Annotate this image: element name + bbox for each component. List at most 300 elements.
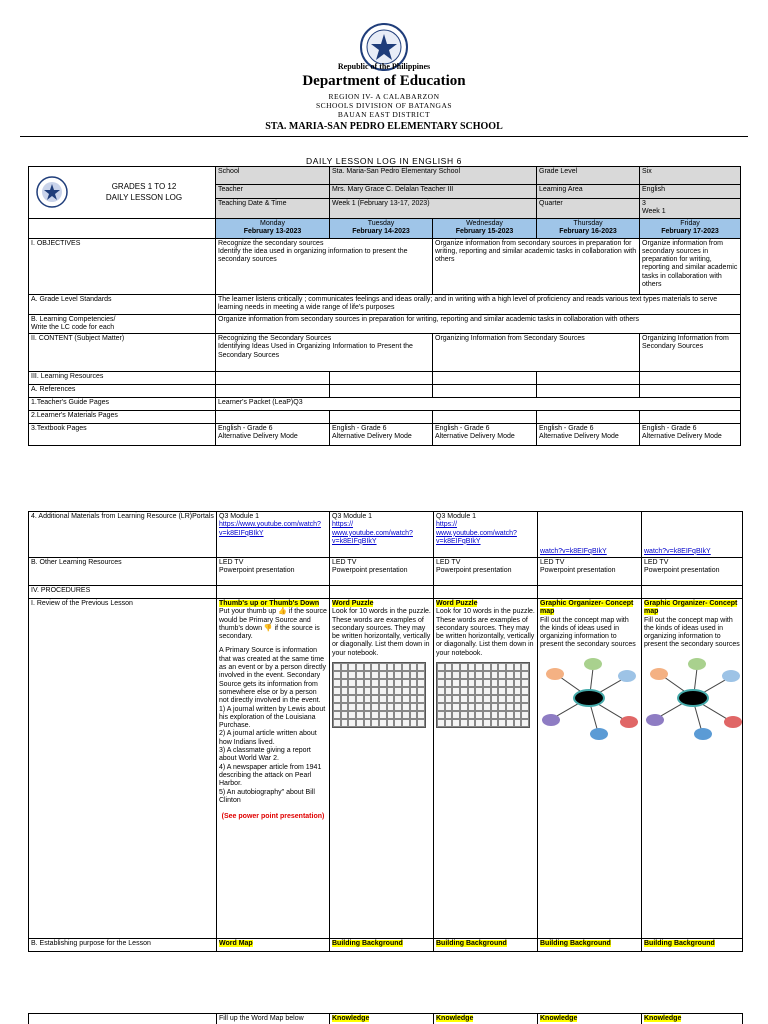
school-name: STA. MARIA-SAN PEDRO ELEMENTARY SCHOOL xyxy=(265,121,503,132)
puzzle-cell xyxy=(514,671,522,679)
puzzle-cell xyxy=(437,711,445,719)
puzzle-cell xyxy=(445,663,453,671)
puzzle-cell xyxy=(341,719,349,727)
puzzle-cell xyxy=(333,679,341,687)
puzzle-cell xyxy=(417,695,425,703)
puzzle-cell xyxy=(371,711,379,719)
puzzle-cell xyxy=(341,679,349,687)
puzzle-cell xyxy=(506,679,514,687)
puzzle-cell xyxy=(417,671,425,679)
puzzle-cell xyxy=(521,671,529,679)
puzzle-cell xyxy=(521,687,529,695)
purpose-mon: Word Map xyxy=(219,940,253,947)
puzzle-cell xyxy=(460,679,468,687)
puzzle-cell xyxy=(468,671,476,679)
review-thu-title: Graphic Organizer- Concept map xyxy=(540,600,634,616)
puzzle-cell xyxy=(452,695,460,703)
puzzle-cell xyxy=(410,679,418,687)
next-wed: Knowledge xyxy=(436,1015,474,1022)
puzzle-cell xyxy=(491,679,499,687)
textbook-label: 3.Textbook Pages xyxy=(29,424,216,446)
objectives-mon-tue: Recognize the secondary sources Identify the idea used in organizing information to present the secondary sources xyxy=(216,238,433,294)
puzzle-cell xyxy=(417,703,425,711)
department-title: Department of Education xyxy=(302,73,466,89)
puzzle-cell xyxy=(506,687,514,695)
puzzle-cell xyxy=(460,671,468,679)
puzzle-cell xyxy=(498,663,506,671)
puzzle-cell xyxy=(437,687,445,695)
puzzle-cell xyxy=(410,711,418,719)
review-mon-note: (See power point presentation) xyxy=(221,813,325,821)
puzzle-cell xyxy=(402,663,410,671)
teachers-guide-value: Learner's Packet (LeaP)Q3 xyxy=(216,398,741,411)
puzzle-cell xyxy=(475,719,483,727)
puzzle-cell xyxy=(514,719,522,727)
puzzle-cell xyxy=(387,671,395,679)
puzzle-cell xyxy=(452,671,460,679)
purpose-fri: Building Background xyxy=(644,940,715,947)
puzzle-cell xyxy=(498,695,506,703)
puzzle-cell xyxy=(468,679,476,687)
puzzle-cell xyxy=(356,663,364,671)
puzzle-cell xyxy=(333,687,341,695)
puzzle-cell xyxy=(437,671,445,679)
puzzle-cell xyxy=(483,703,491,711)
puzzle-cell xyxy=(356,671,364,679)
puzzle-cell xyxy=(379,663,387,671)
puzzle-cell xyxy=(445,687,453,695)
puzzle-cell xyxy=(387,719,395,727)
review-fri-text: Fill out the concept map with the kinds of ideas used in organizing information to present the secondary sources xyxy=(644,616,740,649)
objectives-wed-thu: Organize information from secondary sources in preparation for writing, reporting and similar academic tasks in collaboration with others xyxy=(433,238,640,294)
standards-label: A. Grade Level Standards xyxy=(29,294,216,314)
next-mon: Fill up the Word Map below xyxy=(217,1014,330,1024)
puzzle-cell xyxy=(371,719,379,727)
puzzle-cell xyxy=(468,711,476,719)
puzzle-cell xyxy=(417,719,425,727)
puzzle-cell xyxy=(387,703,395,711)
puzzle-cell xyxy=(475,687,483,695)
additional-mon: Q3 Module 1 https://www.youtube.com/watch?v=k8EIFqBIkY xyxy=(217,512,330,558)
puzzle-cell xyxy=(445,719,453,727)
puzzle-cell xyxy=(475,711,483,719)
puzzle-cell xyxy=(387,679,395,687)
puzzle-cell xyxy=(460,719,468,727)
textbook-mon: English - Grade 6 Alternative Delivery Mode xyxy=(216,424,330,446)
puzzle-cell xyxy=(506,711,514,719)
puzzle-cell xyxy=(514,663,522,671)
teacher-value: Mrs. Mary Grace C. Delalan Teacher III xyxy=(330,185,537,199)
puzzle-cell xyxy=(387,687,395,695)
other-resources-label: B. Other Learning Resources xyxy=(29,558,217,586)
puzzle-cell xyxy=(402,703,410,711)
day-header-tuesday: Tuesday February 14-2023 xyxy=(330,218,433,238)
puzzle-cell xyxy=(491,719,499,727)
puzzle-cell xyxy=(402,695,410,703)
puzzle-cell xyxy=(506,695,514,703)
puzzle-cell xyxy=(379,719,387,727)
review-mon xyxy=(217,599,330,939)
purpose-label: B. Establishing purpose for the Lesson xyxy=(29,939,217,952)
concept-map-thu xyxy=(540,658,638,738)
puzzle-cell xyxy=(437,679,445,687)
puzzle-cell xyxy=(498,679,506,687)
additional-fri xyxy=(642,512,743,558)
puzzle-cell xyxy=(410,703,418,711)
puzzle-cell xyxy=(521,679,529,687)
puzzle-cell xyxy=(364,703,372,711)
puzzle-cell xyxy=(371,663,379,671)
puzzle-cell xyxy=(498,687,506,695)
daily-lesson-log-label: DAILY LESSON LOG xyxy=(105,193,183,203)
content-wed-thu: Organizing Information from Secondary Sources xyxy=(433,334,640,372)
puzzle-cell xyxy=(348,679,356,687)
other-wed: LED TV Powerpoint presentation xyxy=(434,558,538,586)
puzzle-cell xyxy=(468,663,476,671)
puzzle-cell xyxy=(468,687,476,695)
puzzle-cell xyxy=(379,671,387,679)
puzzle-cell xyxy=(491,703,499,711)
puzzle-cell xyxy=(475,671,483,679)
next-fri: Knowledge xyxy=(644,1015,682,1022)
other-fri: LED TV Powerpoint presentation xyxy=(642,558,743,586)
review-tue-title: Word Puzzle xyxy=(332,600,374,607)
puzzle-cell xyxy=(491,695,499,703)
puzzle-cell xyxy=(475,703,483,711)
purpose-tue: Building Background xyxy=(332,940,403,947)
review-mon-body: A Primary Source is information that was created at the same time as an event or by a person directly involved in the event. Secondary Source gets its information from somewhere else or by a person not directly involved in the event. 1) A journal written by Lewis about his exploration of the Louisiana Purchase. 2) A journal article written about how Indians lived. 3) A classmate giving a report about World War 2. 4) A newspaper article from 1941 describing the attack on Pearl Harbor. 5) An autobiography" about Bill Clinton xyxy=(219,647,327,804)
concept-map-node xyxy=(650,668,668,680)
puzzle-cell xyxy=(452,687,460,695)
puzzle-cell xyxy=(437,719,445,727)
procedures-label: IV. PROCEDURES xyxy=(29,586,217,599)
puzzle-cell xyxy=(410,687,418,695)
puzzle-cell xyxy=(379,703,387,711)
puzzle-cell xyxy=(402,711,410,719)
puzzle-cell xyxy=(410,719,418,727)
concept-map-node xyxy=(590,728,608,740)
other-mon: LED TV Powerpoint presentation xyxy=(217,558,330,586)
header-logo-cell xyxy=(29,167,216,219)
deped-logo-icon xyxy=(35,175,69,209)
puzzle-cell xyxy=(394,703,402,711)
puzzle-cell xyxy=(483,679,491,687)
puzzle-cell xyxy=(364,663,372,671)
references-label: A. References xyxy=(29,385,216,398)
puzzle-cell xyxy=(356,695,364,703)
dll-title: DAILY LESSON LOG IN ENGLISH 6 xyxy=(306,156,462,166)
youtube-link-mon[interactable]: https://www.youtube.com/watch?v=k8EIFqBIkY xyxy=(219,521,321,537)
puzzle-cell xyxy=(468,719,476,727)
puzzle-cell xyxy=(491,687,499,695)
puzzle-cell xyxy=(514,703,522,711)
puzzle-cell xyxy=(452,663,460,671)
concept-map-node xyxy=(546,668,564,680)
puzzle-cell xyxy=(491,711,499,719)
lesson-log-table-bottom xyxy=(28,1013,743,1024)
region-line: REGION IV- A CALABARZON xyxy=(328,92,440,101)
puzzle-cell xyxy=(356,711,364,719)
textbook-thu: English - Grade 6 Alternative Delivery Mode xyxy=(537,424,640,446)
puzzle-cell xyxy=(445,703,453,711)
competencies-value: Organize information from secondary sources in preparation for writing, reporting and similar academic tasks in collaboration with others xyxy=(216,314,741,334)
puzzle-cell xyxy=(394,679,402,687)
puzzle-cell xyxy=(341,695,349,703)
puzzle-cell xyxy=(356,703,364,711)
puzzle-cell xyxy=(402,679,410,687)
puzzle-cell xyxy=(498,671,506,679)
puzzle-cell xyxy=(460,663,468,671)
other-thu: LED TV Powerpoint presentation xyxy=(538,558,642,586)
puzzle-cell xyxy=(483,719,491,727)
puzzle-cell xyxy=(437,695,445,703)
standards-value: The learner listens critically ; communicates feelings and ideas orally; and in writing with a high level of proficiency and reads various text types materials to serve learning needs in meeting a wide range of life's purposes xyxy=(216,294,741,314)
puzzle-cell xyxy=(437,703,445,711)
day-header-thursday: Thursday February 16-2023 xyxy=(537,218,640,238)
day-header-blank xyxy=(29,218,216,238)
puzzle-cell xyxy=(379,711,387,719)
puzzle-cell xyxy=(348,719,356,727)
puzzle-cell xyxy=(521,703,529,711)
puzzle-cell xyxy=(348,695,356,703)
grade-level-label: Grade Level xyxy=(537,167,640,185)
review-label: I. Review of the Previous Lesson xyxy=(29,599,217,939)
puzzle-cell xyxy=(364,719,372,727)
puzzle-cell xyxy=(506,703,514,711)
puzzle-cell xyxy=(371,679,379,687)
puzzle-cell xyxy=(348,687,356,695)
content-mon-tue: Recognizing the Secondary Sources Identifying Ideas Used in Organizing Information to Present the Secondary Sources xyxy=(216,334,433,372)
puzzle-cell xyxy=(394,695,402,703)
puzzle-cell xyxy=(417,711,425,719)
concept-map-node xyxy=(722,670,740,682)
puzzle-cell xyxy=(445,671,453,679)
word-puzzle-grid-wed xyxy=(436,662,530,728)
puzzle-cell xyxy=(483,687,491,695)
concept-map-node xyxy=(646,714,664,726)
puzzle-cell xyxy=(468,703,476,711)
puzzle-cell xyxy=(364,687,372,695)
puzzle-cell xyxy=(348,703,356,711)
textbook-fri: English - Grade 6 Alternative Delivery Mode xyxy=(640,424,741,446)
teaching-date-label: Teaching Date & Time xyxy=(216,199,330,219)
grades-label: GRADES 1 TO 12 xyxy=(111,182,177,192)
puzzle-cell xyxy=(452,711,460,719)
teachers-guide-label: 1.Teacher's Guide Pages xyxy=(29,398,216,411)
puzzle-cell xyxy=(483,695,491,703)
competencies-label: B. Learning Competencies/ Write the LC code for each xyxy=(29,314,216,334)
purpose-wed: Building Background xyxy=(436,940,507,947)
grade-level-value: Six xyxy=(640,167,741,185)
learning-resources-label: III. Learning Resources xyxy=(29,372,216,385)
puzzle-cell xyxy=(394,671,402,679)
puzzle-cell xyxy=(333,703,341,711)
puzzle-cell xyxy=(445,711,453,719)
concept-map-node xyxy=(584,658,602,670)
textbook-tue: English - Grade 6 Alternative Delivery Mode xyxy=(330,424,433,446)
puzzle-cell xyxy=(483,663,491,671)
puzzle-cell xyxy=(410,695,418,703)
youtube-link-thu[interactable]: watch?v=k8EIFqBIkY xyxy=(540,547,607,555)
puzzle-cell xyxy=(498,711,506,719)
teaching-date-value: Week 1 (February 13-17, 2023) xyxy=(330,199,537,219)
puzzle-cell xyxy=(506,671,514,679)
teacher-label: Teacher xyxy=(216,185,330,199)
puzzle-cell xyxy=(483,711,491,719)
puzzle-cell xyxy=(460,703,468,711)
puzzle-cell xyxy=(475,695,483,703)
review-mon-title: Thumb's up or Thumb's Down xyxy=(219,600,320,607)
puzzle-cell xyxy=(514,679,522,687)
learning-area-value: English xyxy=(640,185,741,199)
puzzle-cell xyxy=(394,719,402,727)
puzzle-cell xyxy=(348,671,356,679)
header-divider xyxy=(20,136,748,137)
puzzle-cell xyxy=(506,663,514,671)
puzzle-cell xyxy=(371,671,379,679)
puzzle-cell xyxy=(371,687,379,695)
day-header-monday: Monday February 13-2023 xyxy=(216,218,330,238)
puzzle-cell xyxy=(379,679,387,687)
concept-map-node xyxy=(618,670,636,682)
learning-area-label: Learning Area xyxy=(537,185,640,199)
youtube-link-tue[interactable]: https:// www.youtube.com/watch?v=k8EIFqBIkY xyxy=(332,521,413,545)
concept-map-center-node xyxy=(573,689,605,707)
puzzle-cell xyxy=(387,711,395,719)
puzzle-cell xyxy=(333,719,341,727)
puzzle-cell xyxy=(417,679,425,687)
puzzle-cell xyxy=(394,663,402,671)
puzzle-cell xyxy=(341,687,349,695)
puzzle-cell xyxy=(341,671,349,679)
puzzle-cell xyxy=(460,687,468,695)
puzzle-cell xyxy=(506,719,514,727)
puzzle-cell xyxy=(394,711,402,719)
puzzle-cell xyxy=(498,719,506,727)
puzzle-cell xyxy=(387,695,395,703)
concept-map-node xyxy=(688,658,706,670)
puzzle-cell xyxy=(498,703,506,711)
concept-map-center-node xyxy=(677,689,709,707)
school-label: School xyxy=(216,167,330,185)
review-wed-text: Look for 10 words in the puzzle. These words are examples of secondary sources. They may be written horizontally, vertically or diagonally. List them down in your notebook. xyxy=(436,608,535,657)
puzzle-cell xyxy=(402,687,410,695)
district-line: BAUAN EAST DISTRICT xyxy=(337,110,431,119)
puzzle-cell xyxy=(460,695,468,703)
puzzle-cell xyxy=(445,679,453,687)
review-tue-text: Look for 10 words in the puzzle. These words are examples of secondary sources. They may be written horizontally, vertically or diagonally. List them down in your notebook. xyxy=(332,608,431,657)
puzzle-cell xyxy=(348,711,356,719)
textbook-wed: English - Grade 6 Alternative Delivery Mode xyxy=(433,424,537,446)
quarter-label: Quarter xyxy=(537,199,640,219)
puzzle-cell xyxy=(394,687,402,695)
school-value: Sta. Maria-San Pedro Elementary School xyxy=(330,167,537,185)
puzzle-cell xyxy=(333,663,341,671)
review-tue xyxy=(330,599,434,939)
puzzle-cell xyxy=(410,663,418,671)
next-thu: Knowledge xyxy=(540,1015,578,1022)
puzzle-cell xyxy=(341,711,349,719)
puzzle-cell xyxy=(468,695,476,703)
youtube-link-fri[interactable]: watch?v=k8EIFqBIkY xyxy=(644,547,711,555)
puzzle-cell xyxy=(364,679,372,687)
review-thu-text: Fill out the concept map with the kinds of ideas used in organizing information to present the secondary sources xyxy=(540,616,636,649)
youtube-link-wed[interactable]: https:// www.youtube.com/watch?v=k8EIFqBIkY xyxy=(436,521,517,545)
puzzle-cell xyxy=(452,719,460,727)
puzzle-cell xyxy=(521,719,529,727)
puzzle-cell xyxy=(437,663,445,671)
puzzle-cell xyxy=(402,671,410,679)
concept-map-node xyxy=(620,716,638,728)
puzzle-cell xyxy=(356,687,364,695)
objectives-label: I. OBJECTIVES xyxy=(29,238,216,294)
concept-map-node xyxy=(724,716,742,728)
puzzle-cell xyxy=(452,679,460,687)
puzzle-cell xyxy=(445,695,453,703)
puzzle-cell xyxy=(491,671,499,679)
quarter-value: 3 Week 1 xyxy=(640,199,741,219)
additional-tue: Q3 Module 1 https:// www.youtube.com/watch?v=k8EIFqBIkY xyxy=(330,512,434,558)
puzzle-cell xyxy=(491,663,499,671)
puzzle-cell xyxy=(371,695,379,703)
additional-materials-label: 4. Additional Materials from Learning Resource (LR)Portals xyxy=(29,512,217,558)
puzzle-cell xyxy=(348,663,356,671)
puzzle-cell xyxy=(410,671,418,679)
puzzle-cell xyxy=(356,719,364,727)
other-tue: LED TV Powerpoint presentation xyxy=(330,558,434,586)
review-fri xyxy=(642,599,743,939)
objectives-fri: Organize information from secondary sources in preparation for writing, reporting and similar academic tasks in collaboration with others xyxy=(640,238,741,294)
puzzle-cell xyxy=(402,719,410,727)
puzzle-cell xyxy=(452,703,460,711)
puzzle-cell xyxy=(333,695,341,703)
lesson-log-table-top xyxy=(28,166,741,446)
content-fri: Organizing Information from Secondary Sources xyxy=(640,334,741,372)
puzzle-cell xyxy=(333,671,341,679)
day-header-wednesday: Wednesday February 15-2023 xyxy=(433,218,537,238)
review-thu xyxy=(538,599,642,939)
puzzle-cell xyxy=(379,695,387,703)
content-label: II. CONTENT (Subject Matter) xyxy=(29,334,216,372)
puzzle-cell xyxy=(460,711,468,719)
purpose-thu: Building Background xyxy=(540,940,611,947)
review-wed-title: Word Puzzle xyxy=(436,600,478,607)
republic-line: Republic of the Philippines xyxy=(337,62,431,71)
puzzle-cell xyxy=(333,711,341,719)
puzzle-cell xyxy=(387,663,395,671)
review-mon-instruction: Put your thumb up 👍 if the source would be Primary Source and thumb's down 👎 if the source is secondary. xyxy=(219,608,327,641)
puzzle-cell xyxy=(356,679,364,687)
day-header-friday: Friday February 17-2023 xyxy=(640,218,741,238)
additional-thu xyxy=(538,512,642,558)
next-tue: Knowledge xyxy=(332,1015,370,1022)
puzzle-cell xyxy=(514,711,522,719)
concept-map-node xyxy=(542,714,560,726)
puzzle-cell xyxy=(379,687,387,695)
puzzle-cell xyxy=(371,703,379,711)
puzzle-cell xyxy=(514,695,522,703)
puzzle-cell xyxy=(514,687,522,695)
puzzle-cell xyxy=(521,663,529,671)
concept-map-fri xyxy=(644,658,742,738)
additional-wed: Q3 Module 1 https:// www.youtube.com/watch?v=k8EIFqBIkY xyxy=(434,512,538,558)
puzzle-cell xyxy=(364,671,372,679)
puzzle-cell xyxy=(364,695,372,703)
learners-materials-label: 2.Learner's Materials Pages xyxy=(29,411,216,424)
review-fri-title: Graphic Organizer- Concept map xyxy=(644,600,738,616)
puzzle-cell xyxy=(521,695,529,703)
puzzle-cell xyxy=(364,711,372,719)
